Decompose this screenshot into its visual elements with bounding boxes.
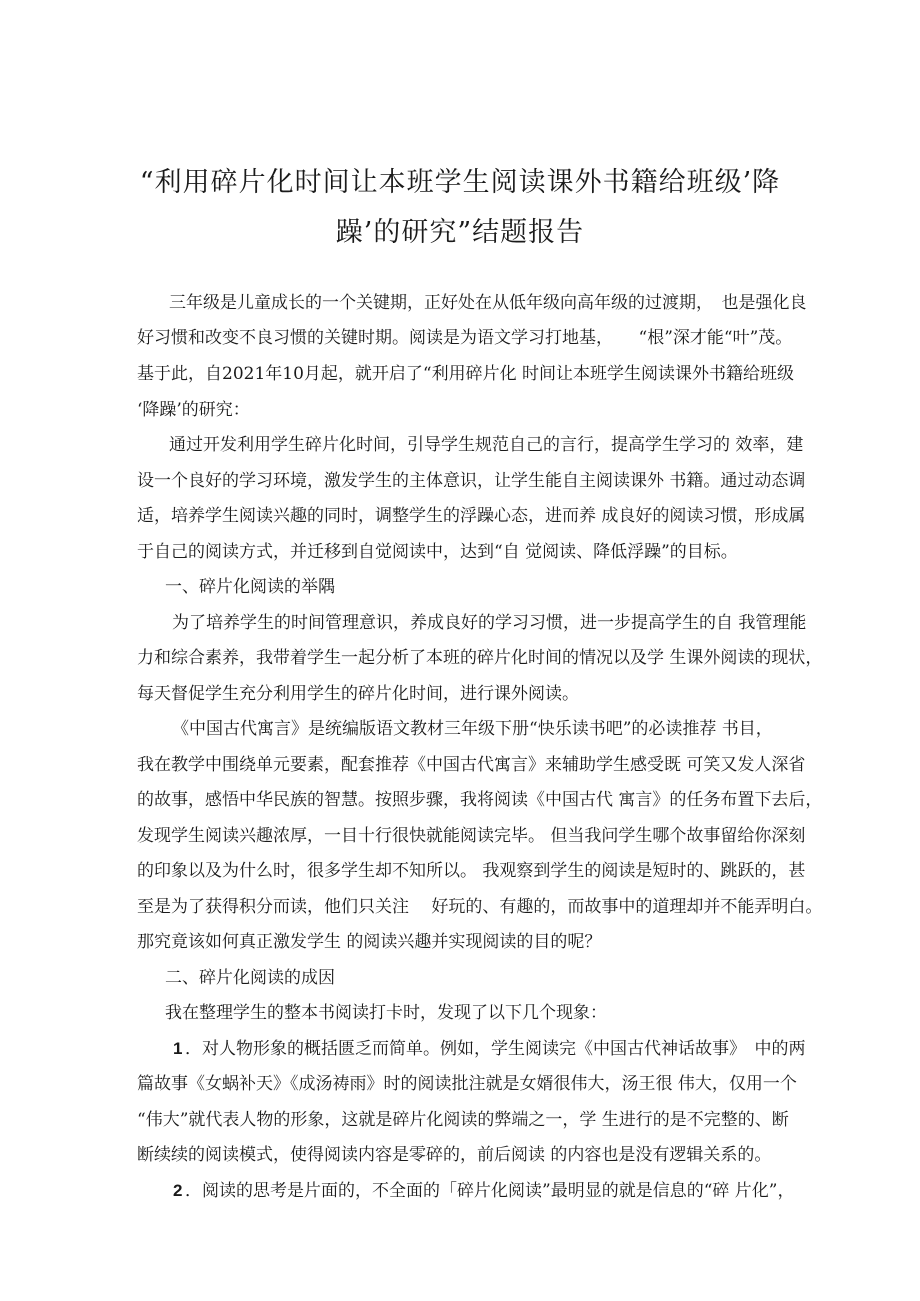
paragraph-line: 至是为了获得积分而读，他们只关注 好玩的、有趣的，而故事中的道理却并不能弄明白。	[137, 897, 823, 917]
paragraph-line: 我在整理学生的整本书阅读打卡时，发现了以下几个现象：	[165, 1003, 607, 1023]
paragraph-line: ‘降躁’的研究：	[137, 400, 250, 420]
item-number-1: 1	[173, 1039, 183, 1058]
paragraph-line: 通过开发利用学生碎片化时间，引导学生规范自己的言行，提高学生学习的 效率，建	[169, 435, 804, 455]
paragraph-line: 我在教学中围绕单元要素，配套推荐《中国古代寓言》来辅助学生感受既 可笑又发人深省	[137, 755, 806, 775]
paragraph-line: 断续续的阅读模式，使得阅读内容是零碎的，前后阅读 的内容也是没有逻辑关系的。	[137, 1145, 772, 1165]
title-line-2: 躁’的研究”结题报告	[335, 217, 585, 248]
paragraph-line: 为了培养学生的时间管理意识，养成良好的学习习惯，进一步提高学生的自 我管理能	[172, 613, 807, 633]
paragraph-line: 基于此，自2021年10月起，就开启了“利用碎片化 时间让本班学生阅读课外书籍给班级	[137, 364, 794, 384]
paragraph-line: 三年级是儿童成长的一个关键期，正好处在从低年级向高年级的过渡期， 也是强化良	[169, 293, 807, 313]
paragraph-line: 的故事，感悟中华民族的智慧。按照步骤，我将阅读《中国古代 寓言》的任务布置下去后，	[137, 790, 823, 810]
title-line-1: “利用碎片化时间让本班学生阅读课外书籍给班级’降	[139, 167, 781, 198]
paragraph-line: 力和综合素养，我带着学生一起分析了本班的碎片化时间的情况以及学 生课外阅读的现状，	[137, 648, 823, 668]
paragraph-line: “伟大”就代表人物的形象，这就是碎片化阅读的弊端之一，学 生进行的是不完整的、断	[137, 1110, 789, 1130]
paragraph-line: 设一个良好的学习环境，激发学生的主体意识，让学生能自主阅读课外 书籍。通过动态调	[137, 471, 806, 491]
paragraph-line: 的印象以及为什么时，很多学生却不知所以。 我观察到学生的阅读是短时的、跳跃的，甚	[137, 861, 806, 881]
item-number-2: 2	[173, 1181, 183, 1200]
section-heading-1: 一、碎片化阅读的举隅	[165, 577, 335, 597]
paragraph-line: ．对人物形象的概括匮乏而简单。例如，学生阅读完《中国古代神话故事》 中的两	[185, 1039, 806, 1059]
paragraph-line: 发现学生阅读兴趣浓厚，一目十行很快就能阅读完毕。 但当我问学生哪个故事留给你深刻	[137, 826, 806, 846]
paragraph-line: 《中国古代寓言》是统编版语文教材三年级下册“快乐读书吧”的必读推荐 书目，	[172, 719, 773, 739]
paragraph-line: 那究竟该如何真正激发学生 的阅读兴趣并实现阅读的目的呢？	[137, 932, 602, 952]
section-heading-2: 二、碎片化阅读的成因	[165, 968, 335, 988]
paragraph-line: 篇故事《女蜗补天》《成汤祷雨》时的阅读批注就是女婿很伟大，汤王很 伟大，仅用一个	[137, 1074, 797, 1094]
paragraph-line: 每天督促学生充分利用学生的碎片化时间，进行课外阅读。	[137, 684, 579, 704]
paragraph-line: 适，培养学生阅读兴趣的同时，调整学生的浮躁心态，进而养 成良好的阅读习惯，形成属	[137, 506, 806, 526]
paragraph-line: 于自己的阅读方式，并迁移到自觉阅读中，达到“自 觉阅读、降低浮躁”的目标。	[137, 542, 738, 562]
paragraph-line: 好习惯和改变不良习惯的关键时期。阅读是为语文学习打地基， “根”深才能“叶”茂。	[137, 328, 793, 348]
paragraph-line: ．阅读的思考是片面的，不全面的「碎片化阅读”最明显的就是信息的“碎 片化”，	[185, 1181, 795, 1201]
